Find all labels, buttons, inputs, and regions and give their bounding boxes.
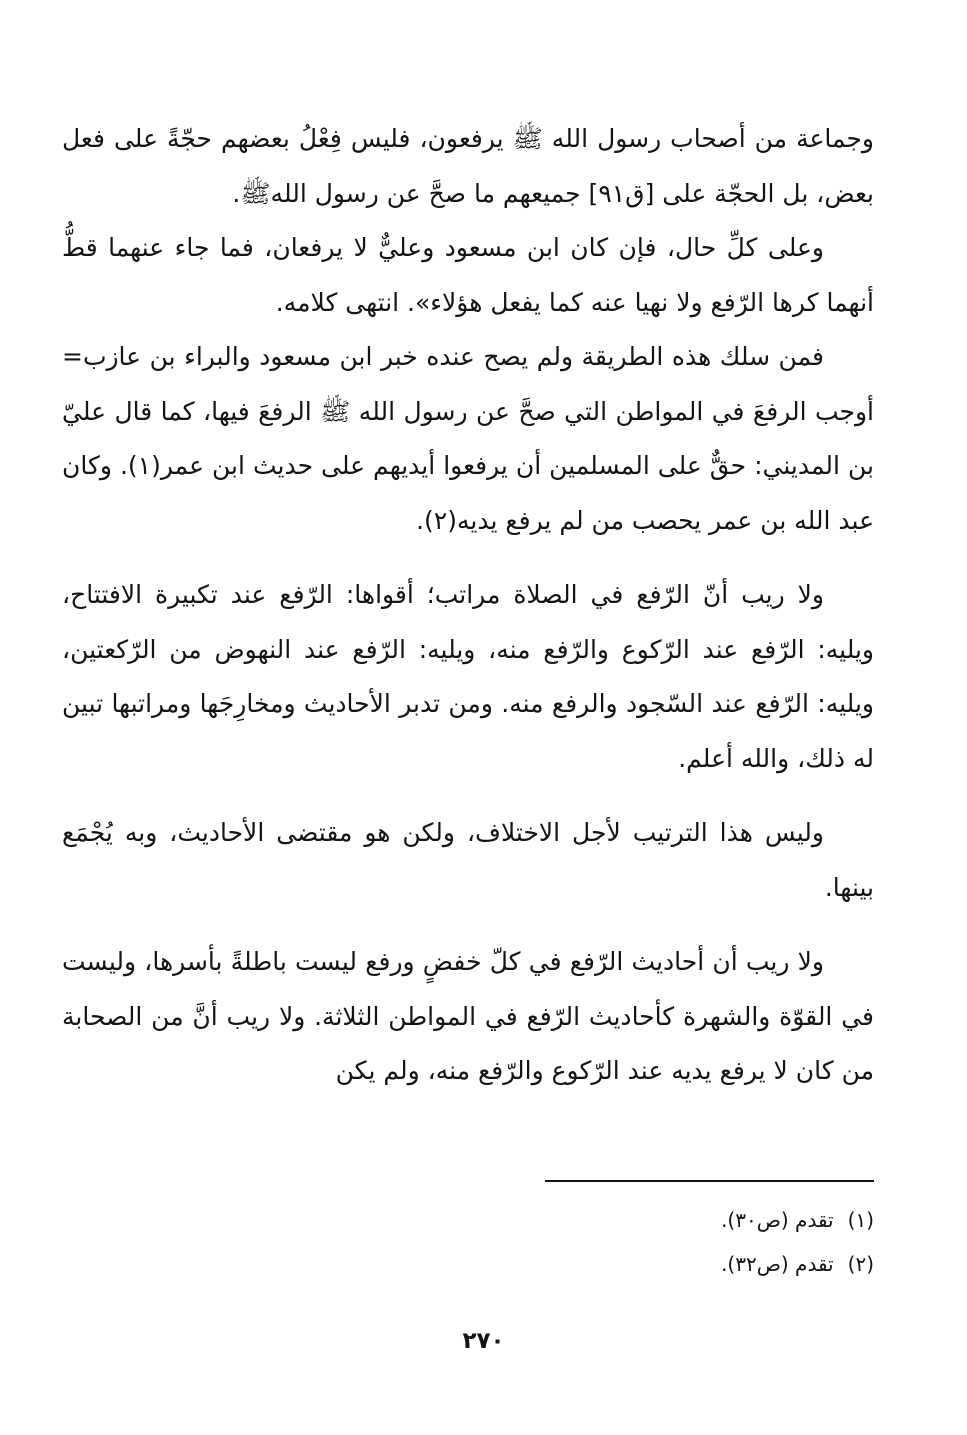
footnotes	[721, 1198, 874, 1286]
footnote-2	[721, 1242, 874, 1286]
paragraph-5: وليس هذا الترتيب لأجل الاختلاف، ولكن هو مقتضى الأحاديث، وبه يُجْمَع بينها.	[62, 818, 874, 902]
page-number: ٢٧٠	[462, 1328, 505, 1354]
page-body	[62, 112, 874, 1099]
paragraph-3: فمن سلك هذه الطريقة ولم يصح عنده خبر ابن مسعود والبراء بن عازب= أوجب الرفعَ في المواطن التي صحَّ عن رسول الله ﷺ الرفعَ فيها، كما قال عليّ بن المديني: حقٌّ على المسلمين أن يرفعوا أيديهم على حديث ابن عمر(١). وكان عبد الله بن عمر يحصب من لم يرفع يديه(٢).	[62, 342, 874, 535]
footnote-1-text: تقدم (ص٣٠).	[721, 1208, 834, 1232]
footnote-1-number: (١)	[847, 1208, 874, 1232]
footnote-1	[721, 1198, 874, 1242]
footnote-2-text: تقدم (ص٣٢).	[721, 1252, 834, 1276]
footnote-2-number: (٢)	[847, 1252, 874, 1276]
footnote-divider	[545, 1180, 874, 1182]
paragraph-2: وعلى كلِّ حال، فإن كان ابن مسعود وعليٌّ لا يرفعان، فما جاء عنهما قطُّ أنهما كرها الرّفع ولا نهيا عنه كما يفعل هؤلاء». انتهى كلامه.	[62, 233, 874, 317]
paragraph-1: وجماعة من أصحاب رسول الله ﷺ يرفعون، فليس فِعْلُ بعضهم حجّةً على فعل بعض، بل الحجّة على [ق٩١] جميعهم ما صحَّ عن رسول اللهﷺ.	[62, 124, 874, 208]
paragraph-6: ولا ريب أن أحاديث الرّفع في كلّ خفضٍ ورفع ليست باطلةً بأسرها، وليست في القوّة والشهرة كأحاديث الرّفع في المواطن الثلاثة. ولا ريب أنَّ من الصحابة من كان لا يرفع يديه عند الرّكوع والرّفع منه، ولم يكن	[62, 947, 874, 1085]
paragraph-4: ولا ريب أنّ الرّفع في الصلاة مراتب؛ أقواها: الرّفع عند تكبيرة الافتتاح، ويليه: الرّفع عند الرّكوع والرّفع منه، ويليه: الرّفع عند النهوض من الرّكعتين، ويليه: الرّفع عند السّجود والرفع منه. ومن تدبر الأحاديث ومخارِجَها ومراتبها تبين له ذلك، والله أعلم.	[62, 580, 874, 773]
